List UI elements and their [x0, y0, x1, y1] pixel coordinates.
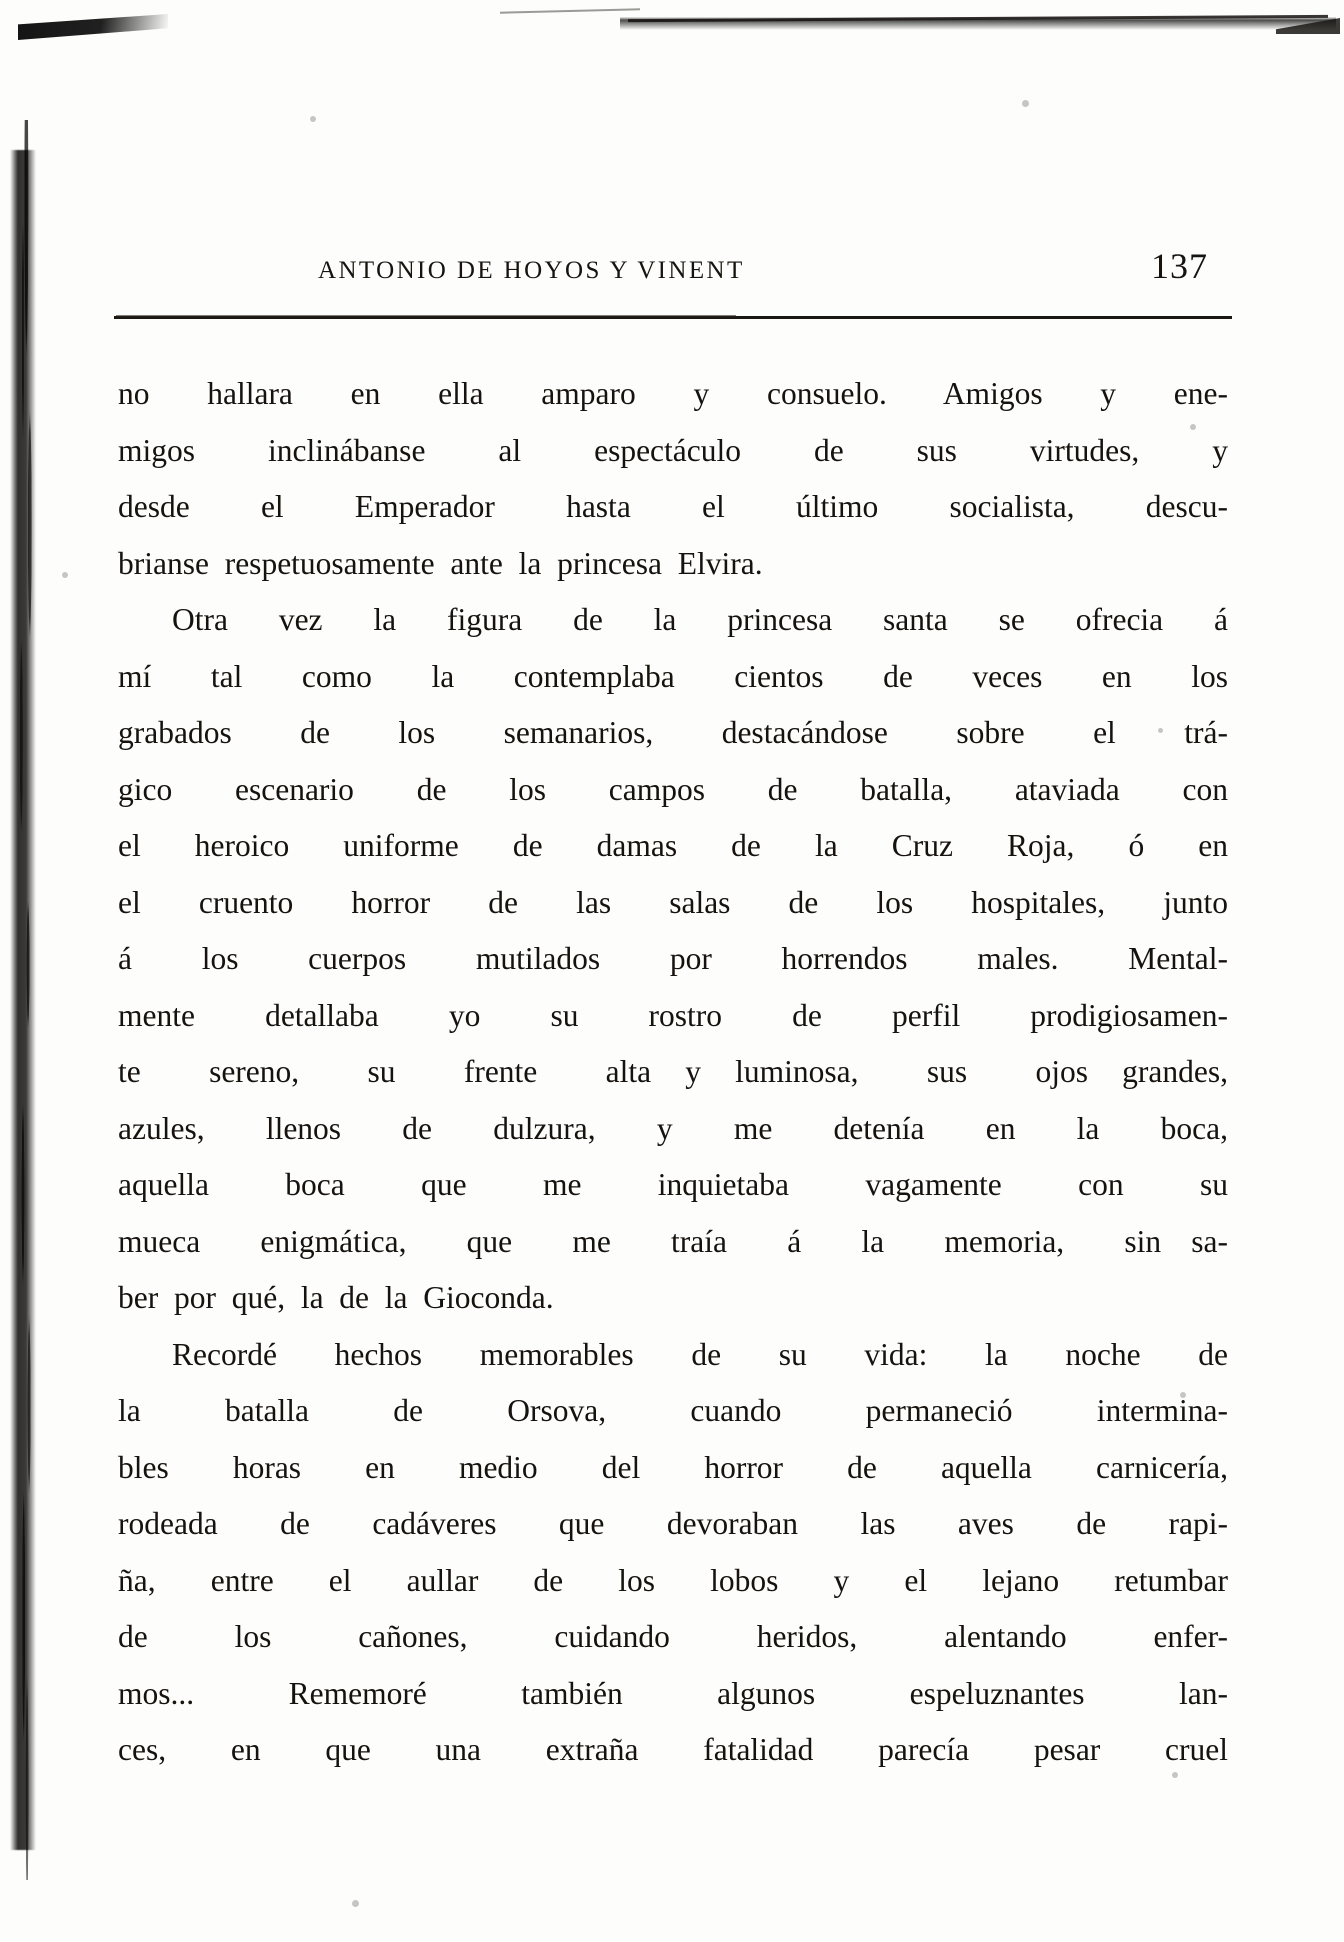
text-line: de los cañones, cuidando heridos, alentando enfer-	[118, 1619, 1228, 1654]
scan-artifact-top-line-secondary	[500, 8, 640, 13]
text-line: no hallara en ella amparo y consuelo. Amigos y ene-	[118, 376, 1228, 411]
text-line-content: Otra vez la figura de la princesa santa se ofrecia á	[172, 602, 1228, 637]
text-line: rodeada de cadáveres que devoraban las aves de rapi-	[118, 1506, 1228, 1541]
text-line: ña, entre el aullar de los lobos y el lejano retumbar	[118, 1562, 1228, 1598]
paragraph-3	[118, 1327, 1228, 1779]
header-rule	[114, 316, 1232, 319]
running-head-title: ANTONIO DE HOYOS Y VINENT	[318, 257, 745, 284]
text-line: grabados de los semanarios, destacándose sobre el trá-	[118, 715, 1228, 750]
text-line	[118, 1327, 1228, 1384]
text-line: el cruento horror de las salas de los hospitales, junto	[118, 884, 1228, 920]
paragraph-2	[118, 592, 1228, 1327]
scan-speck	[310, 116, 316, 122]
text-line: bles horas en medio del horror de aquella carnicería,	[118, 1449, 1228, 1485]
paragraph-1	[118, 366, 1228, 592]
text-line: brianse respetuosamente ante la princesa Elvira.	[118, 545, 763, 581]
scan-artifact-left-speckle	[6, 120, 40, 1880]
scan-artifact-top-left	[18, 14, 168, 40]
page-number: 137	[1151, 246, 1208, 286]
page-body	[118, 366, 1228, 1779]
text-line: te sereno, su frente alta y luminosa, sus ojos grandes,	[118, 1054, 1228, 1089]
text-line: aquella boca que me inquietaba vagamente con su	[118, 1167, 1228, 1202]
text-line	[118, 592, 1228, 649]
running-head	[118, 245, 1228, 287]
text-line: ber por qué, la de la Gioconda.	[118, 1280, 554, 1315]
text-line: la batalla de Orsova, cuando permaneció intermina-	[118, 1393, 1228, 1428]
scan-speck	[352, 1900, 359, 1907]
text-line: á los cuerpos mutilados por horrendos males. Mental-	[118, 941, 1228, 976]
text-line: mí tal como la contemplaba cientos de veces en los	[118, 658, 1228, 694]
text-line: migos inclinábanse al espectáculo de sus virtudes, y	[118, 432, 1228, 468]
text-line: gico escenario de los campos de batalla, ataviada con	[118, 771, 1228, 807]
text-line: ces, en que una extraña fatalidad parecía pesar cruel	[118, 1732, 1228, 1767]
text-line: mueca enigmática, que me traía á la memoria, sin sa-	[118, 1223, 1228, 1259]
text-line: desde el Emperador hasta el último socialista, descu-	[118, 489, 1228, 524]
scan-speck	[62, 572, 68, 578]
text-line-content: Recordé hechos memorables de su vida: la noche de	[172, 1336, 1228, 1372]
text-line: mos... Rememoré también algunos espeluznantes lan-	[118, 1675, 1228, 1711]
text-line: el heroico uniforme de damas de la Cruz Roja, ó en	[118, 828, 1228, 863]
text-line: azules, llenos de dulzura, y me detenía en la boca,	[118, 1110, 1228, 1146]
text-line: mente detallaba yo su rostro de perfil prodigiosamen-	[118, 997, 1228, 1033]
scan-speck	[1022, 100, 1029, 107]
